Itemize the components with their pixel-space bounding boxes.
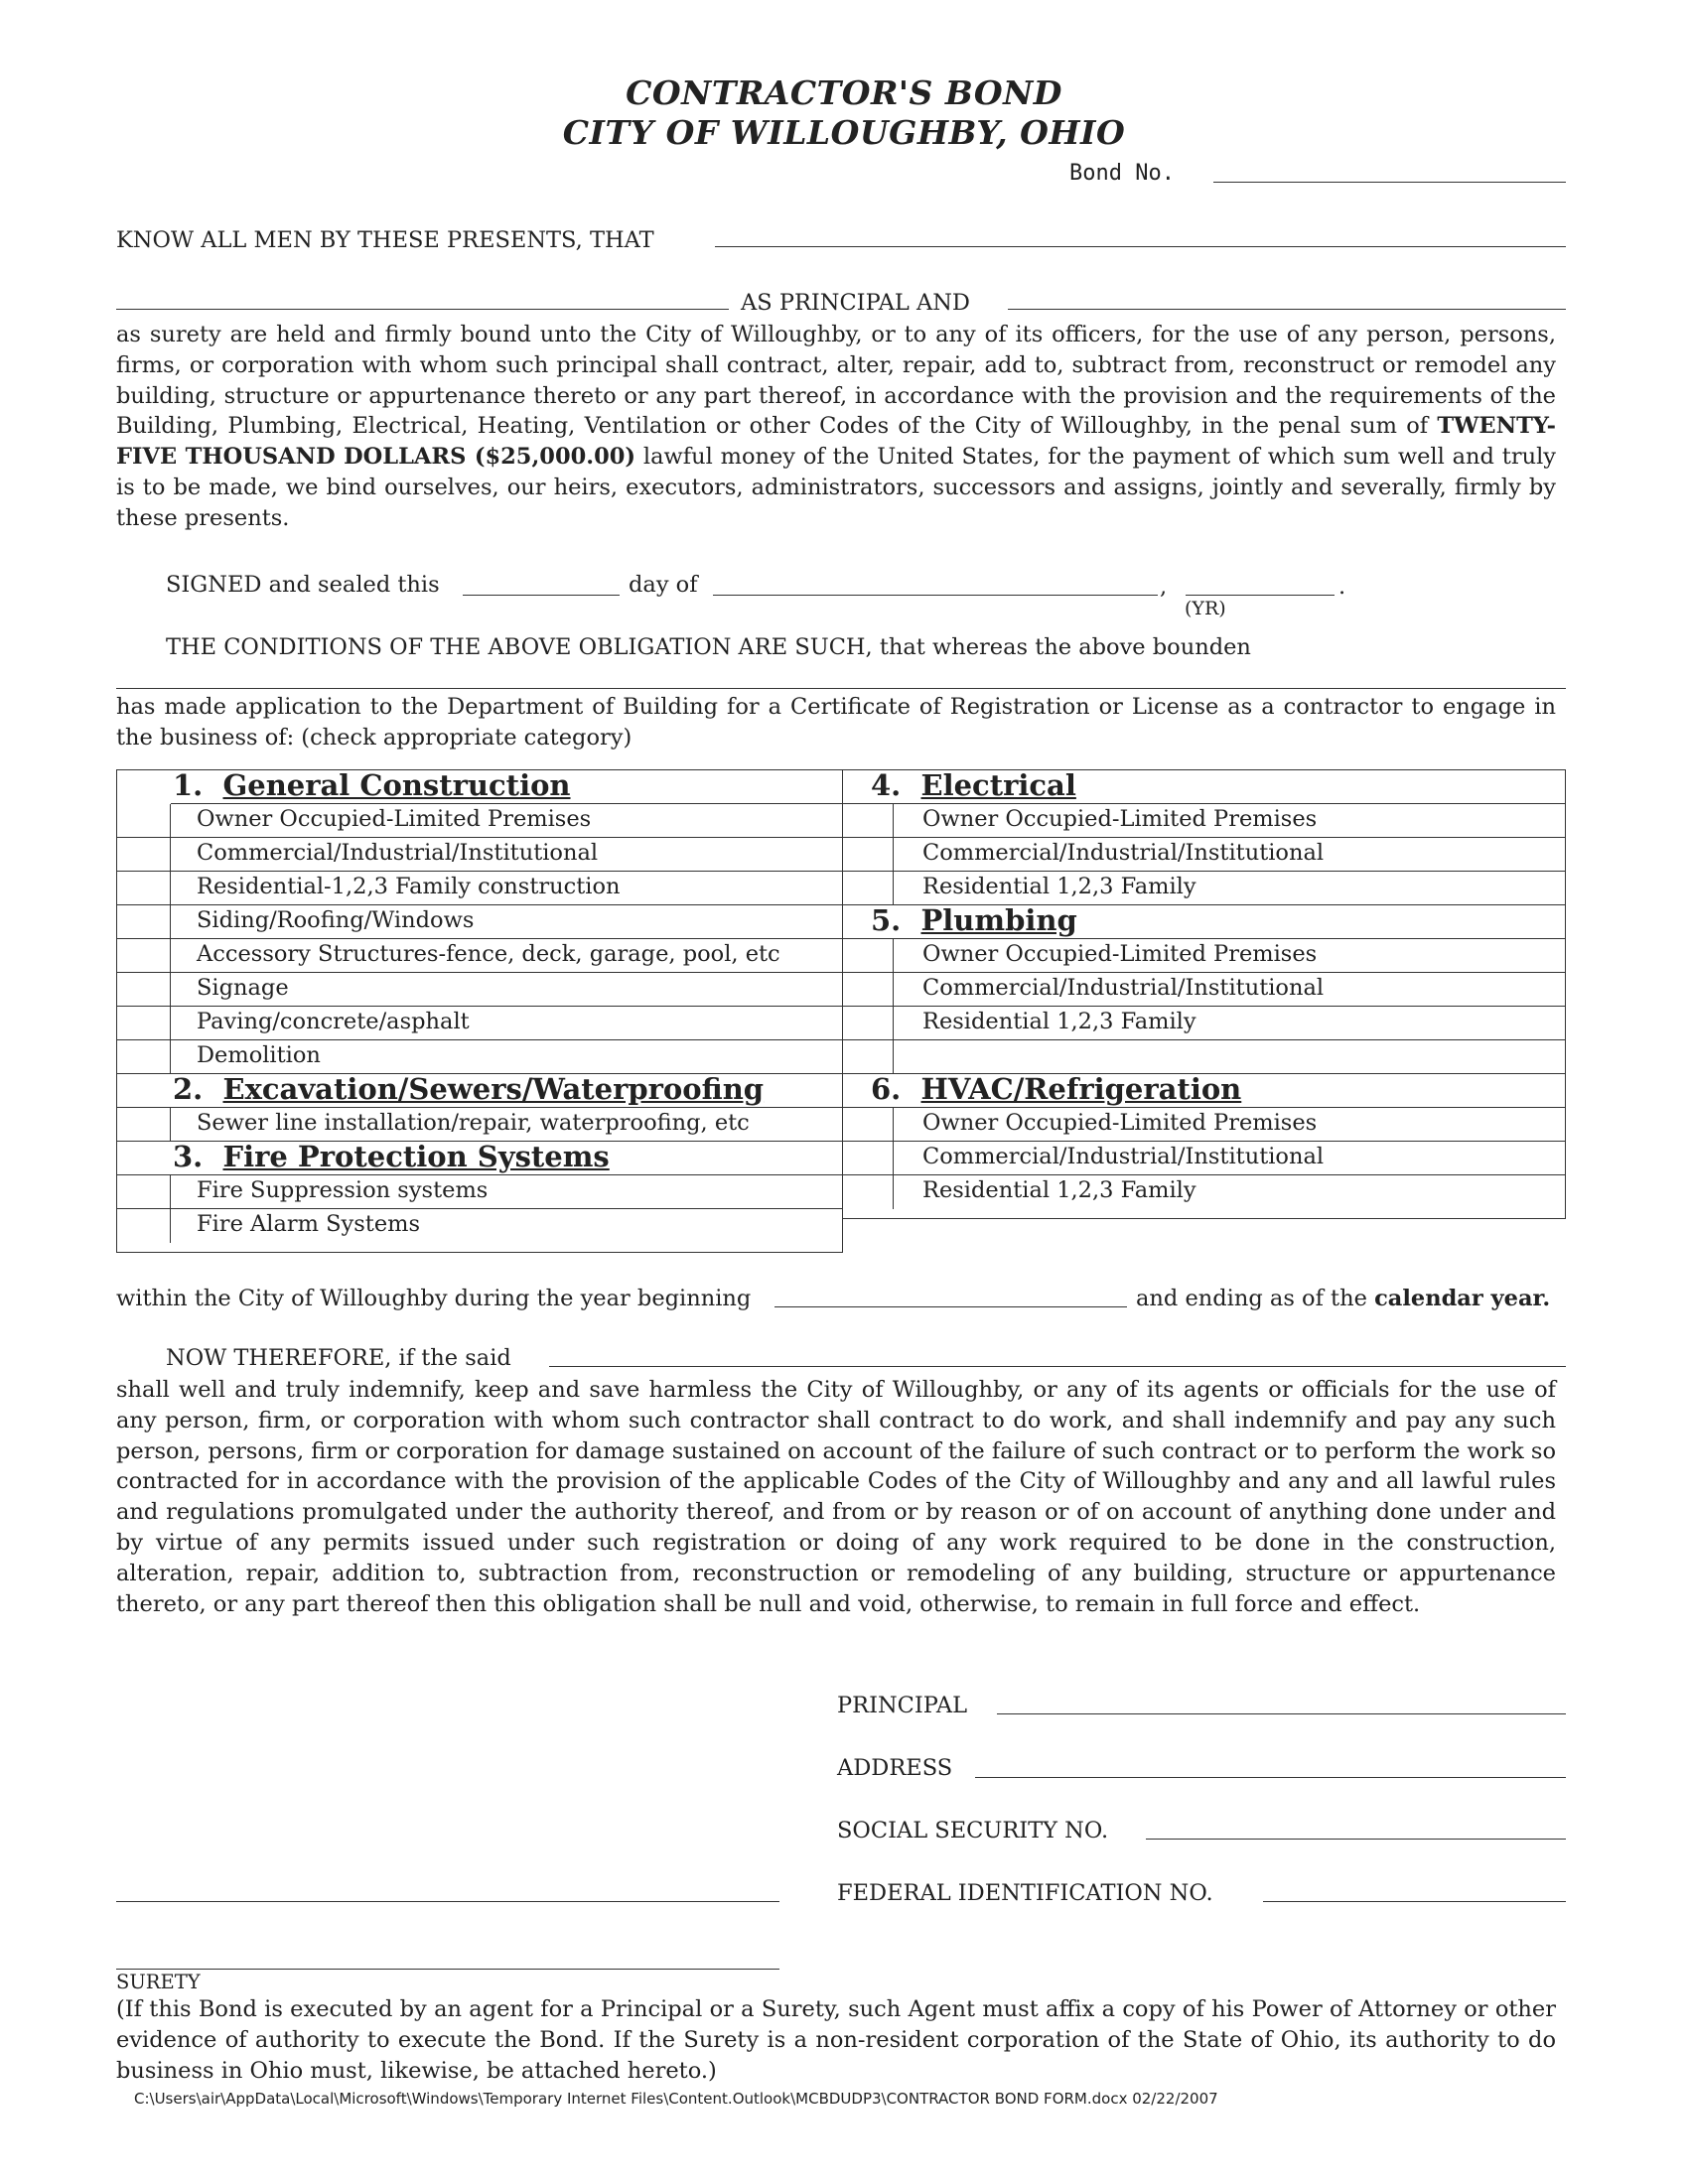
row-divider	[843, 938, 1565, 939]
intro-text-post: lawful money of the United States, for the payment of which sum well and truly is to be made, we bind ourselves, our heirs, executors, administrators, successors and assigns, jointly and severally, firmly by these presents.	[116, 444, 1556, 531]
category-item-label: Paving/concrete/asphalt	[197, 1009, 470, 1034]
as-principal-label: AS PRINCIPAL AND	[741, 290, 970, 316]
ending-text: and ending as of the	[1136, 1286, 1367, 1311]
category-item-label: Demolition	[197, 1042, 321, 1068]
checkbox[interactable]	[117, 838, 171, 872]
checkbox[interactable]	[843, 1007, 894, 1040]
checkbox[interactable]	[117, 1209, 171, 1243]
row-divider	[117, 1039, 842, 1040]
category-item-label: Siding/Roofing/Windows	[197, 907, 475, 933]
know-all-label: KNOW ALL MEN BY THESE PRESENTS, THAT	[116, 227, 654, 253]
row-divider	[117, 1006, 842, 1007]
category-number-6: 6.	[871, 1072, 902, 1106]
checkbox[interactable]	[843, 838, 894, 872]
row-divider	[843, 1141, 1565, 1142]
surety-signature-line-1[interactable]	[116, 1901, 779, 1902]
bond-no-label: Bond No.	[1069, 161, 1175, 186]
row-divider	[117, 938, 842, 939]
category-number-5: 5.	[871, 903, 902, 937]
fein-label: FEDERAL IDENTIFICATION NO.	[837, 1880, 1213, 1906]
category-header-2	[117, 1074, 842, 1108]
ssn-field[interactable]	[1146, 1839, 1566, 1840]
surety-signature-line-2[interactable]	[116, 1969, 779, 1970]
checkbox-row	[117, 939, 842, 973]
checkbox-row	[843, 872, 1565, 905]
intro-paragraph	[116, 320, 1556, 534]
signed-month-field[interactable]	[713, 595, 1158, 596]
row-divider	[117, 1208, 842, 1209]
category-item-label: Owner Occupied-Limited Premises	[922, 806, 1318, 832]
file-path-footer: C:\Users\air\AppData\Local\Microsoft\Windows\Temporary Internet Files\Content.Outlook\MCBDUDP3\CONTRACTOR BOND FORM.docx 02/22/2007	[134, 2090, 1218, 2108]
agent-note: (If this Bond is executed by an agent for a Principal or a Surety, such Agent must affix a copy of his Power of Attorney or other evidence of authority to execute the Bond. If the Surety is a non-resident corporation of the State of Ohio, its authority to do business in Ohio must, likewise, be attached hereto.)	[116, 1996, 1556, 2084]
row-divider	[843, 904, 1565, 905]
checkbox-row	[117, 905, 842, 939]
category-item-label: Fire Suppression systems	[197, 1177, 489, 1203]
year-beginning-field[interactable]	[774, 1306, 1127, 1307]
row-divider	[843, 1073, 1565, 1074]
checkbox-row	[843, 939, 1565, 973]
category-item-label: Commercial/Industrial/Institutional	[922, 975, 1325, 1001]
checkbox[interactable]	[117, 973, 171, 1007]
row-divider	[117, 1174, 842, 1175]
category-number-4: 4.	[871, 768, 902, 802]
category-header-3	[117, 1142, 842, 1175]
row-divider	[117, 871, 842, 872]
principal-field[interactable]	[997, 1713, 1566, 1714]
row-divider	[843, 972, 1565, 973]
category-header-5	[843, 905, 1565, 939]
category-item-label: Residential 1,2,3 Family	[922, 874, 1196, 899]
category-item-label: Accessory Structures-fence, deck, garage, pool, etc	[197, 941, 780, 967]
principal-line-field[interactable]	[116, 309, 729, 310]
address-field[interactable]	[975, 1777, 1566, 1778]
checkbox[interactable]	[117, 1040, 171, 1074]
checkbox[interactable]	[843, 1175, 894, 1209]
category-item-label: Owner Occupied-Limited Premises	[197, 806, 592, 832]
checkbox-row	[117, 872, 842, 905]
signed-day-field[interactable]	[463, 595, 620, 596]
checkbox-row	[843, 1142, 1565, 1175]
day-of-label: day of	[629, 572, 698, 598]
intro-text-pre: as surety are held and firmly bound unto the City of Willoughby, or to any of its officers, for the use of any person, persons, firms, or corporation with whom such principal shall contract, alter, repair, add to, subtract from, reconstruct or remodel any building, structure or appurtenance thereto or any part thereof, in accordance with the provision and the requirements of the Building, Plumbing, Electrical, Heating, Ventilation or other Codes of the City of Willoughby, in the penal sum of	[116, 322, 1556, 440]
checkbox[interactable]	[117, 872, 171, 905]
category-item-label: Owner Occupied-Limited Premises	[922, 941, 1318, 967]
category-title-1: General Construction	[222, 768, 571, 802]
category-header-4	[843, 770, 1565, 804]
comma-mark: ,	[1160, 574, 1168, 600]
row-divider	[843, 1107, 1565, 1108]
checkbox-row	[117, 1007, 842, 1040]
row-divider	[843, 871, 1565, 872]
checkbox-row	[117, 804, 842, 838]
checkbox-row	[843, 838, 1565, 872]
category-title-3: Fire Protection Systems	[222, 1140, 610, 1173]
row-divider	[843, 1039, 1565, 1040]
year-label: (YR)	[1185, 598, 1226, 619]
checkbox-row	[843, 804, 1565, 838]
category-title-2: Excavation/Sewers/Waterproofing	[222, 1072, 765, 1106]
checkbox-row	[117, 1108, 842, 1142]
category-number-2: 2.	[173, 1072, 204, 1106]
bounden-name-field[interactable]	[116, 688, 1566, 689]
conditions-paragraph: has made application to the Department of Building for a Certificate of Registration or License as a contractor to engage in the business of: (check appropriate category)	[116, 694, 1556, 751]
category-header-1	[117, 770, 842, 804]
checkbox[interactable]	[843, 872, 894, 905]
checkbox-row	[843, 973, 1565, 1007]
checkbox[interactable]	[843, 1142, 894, 1175]
category-item-label: Residential-1,2,3 Family construction	[197, 874, 621, 899]
row-divider	[843, 1006, 1565, 1007]
now-therefore-label: NOW THEREFORE, if the said	[166, 1345, 511, 1371]
category-number-3: 3.	[173, 1140, 204, 1173]
category-title-6: HVAC/Refrigeration	[920, 1072, 1242, 1106]
checkbox[interactable]	[843, 1108, 894, 1142]
fein-field[interactable]	[1263, 1901, 1566, 1902]
surety-label: SURETY	[116, 1971, 201, 1993]
row-divider	[117, 972, 842, 973]
row-divider	[843, 803, 1565, 804]
checkbox[interactable]	[117, 804, 171, 838]
checkbox-row	[843, 1108, 1565, 1142]
form-subtitle: CITY OF WILLOUGHBY, OHIO	[562, 113, 1126, 152]
signed-year-field[interactable]	[1186, 595, 1335, 596]
checkbox[interactable]	[117, 1108, 171, 1142]
checkbox[interactable]	[843, 939, 894, 973]
said-contractor-field[interactable]	[549, 1366, 1566, 1367]
bond-no-field[interactable]	[1213, 182, 1566, 183]
category-item-label: Commercial/Industrial/Institutional	[197, 840, 599, 866]
period-mark: .	[1338, 574, 1346, 600]
checkbox[interactable]	[117, 939, 171, 973]
row-divider	[171, 803, 842, 804]
surety-name-field[interactable]	[1008, 309, 1566, 310]
checkbox[interactable]	[117, 905, 171, 939]
category-title-5: Plumbing	[920, 903, 1077, 937]
conditions-label: THE CONDITIONS OF THE ABOVE OBLIGATION ARE SUCH, that whereas the above bounden	[166, 634, 1251, 660]
blank-row	[843, 1040, 1565, 1074]
now-therefore-paragraph: shall well and truly indemnify, keep and save harmless the City of Willoughby, or any of its agents or officials for the use of any person, firm, or corporation with whom such contractor shall contract to do work, and shall indemnify and pay any such person, persons, firm or corporation for damage sustained on account of the failure of such contract or to perform the work so contracted for in accordance with the provision of the applicable Codes of the City of Willoughby and any and all lawful rules and regulations promulgated under the authority thereof, and from or by reason or of on account of anything done under and by virtue of any permits issued under such registration or doing of any work required to be done in the construction, alteration, repair, addition to, subtraction from, reconstruction or remodeling of any building, structure or appurtenance thereto, or any part thereof then this obligation shall be null and void, otherwise, to remain in full force and effect.	[116, 1377, 1556, 1617]
row-divider	[117, 837, 842, 838]
row-divider	[843, 1174, 1565, 1175]
principal-label: PRINCIPAL	[837, 1693, 968, 1718]
checkbox-row	[117, 838, 842, 872]
checkbox-row	[117, 973, 842, 1007]
checkbox[interactable]	[843, 804, 894, 838]
within-label: within the City of Willoughby during the year beginning	[116, 1286, 752, 1311]
category-item-label: Sewer line installation/repair, waterproofing, etc	[197, 1110, 750, 1136]
checkbox[interactable]	[117, 1175, 171, 1209]
row-divider	[117, 904, 842, 905]
checkbox-row	[117, 1175, 842, 1209]
checkbox[interactable]	[843, 973, 894, 1007]
category-item-label: Residential 1,2,3 Family	[922, 1009, 1196, 1034]
ssn-label: SOCIAL SECURITY NO.	[837, 1818, 1109, 1843]
checkbox-row	[843, 1175, 1565, 1209]
category-item-label: Commercial/Industrial/Institutional	[922, 840, 1325, 866]
checkbox-row	[843, 1007, 1565, 1040]
category-item-label: Owner Occupied-Limited Premises	[922, 1110, 1318, 1136]
category-item-label: Fire Alarm Systems	[197, 1211, 421, 1237]
ending-label	[1136, 1284, 1550, 1314]
row-divider	[117, 1141, 842, 1142]
principal-name-field[interactable]	[715, 246, 1566, 247]
calendar-year-text: calendar year.	[1374, 1286, 1551, 1311]
checkbox[interactable]	[843, 1040, 894, 1074]
category-number-1: 1.	[173, 768, 204, 802]
category-header-6	[843, 1074, 1565, 1108]
category-item-label: Residential 1,2,3 Family	[922, 1177, 1196, 1203]
row-divider	[843, 837, 1565, 838]
category-item-label: Commercial/Industrial/Institutional	[922, 1144, 1325, 1169]
category-table-right	[842, 769, 1566, 1219]
checkbox-row	[117, 1209, 842, 1243]
checkbox[interactable]	[117, 1007, 171, 1040]
category-title-4: Electrical	[920, 768, 1076, 802]
checkbox-row	[117, 1040, 842, 1074]
form-title: CONTRACTOR'S BOND	[626, 73, 1062, 112]
category-item-label: Signage	[197, 975, 289, 1001]
signed-label: SIGNED and sealed this	[166, 572, 440, 598]
address-label: ADDRESS	[837, 1755, 953, 1781]
penal-sum: TWENTY-FIVE THOUSAND DOLLARS ($25,000.00)	[116, 413, 1557, 471]
row-divider	[117, 1073, 842, 1074]
row-divider	[117, 1107, 842, 1108]
category-table-left	[116, 769, 843, 1253]
